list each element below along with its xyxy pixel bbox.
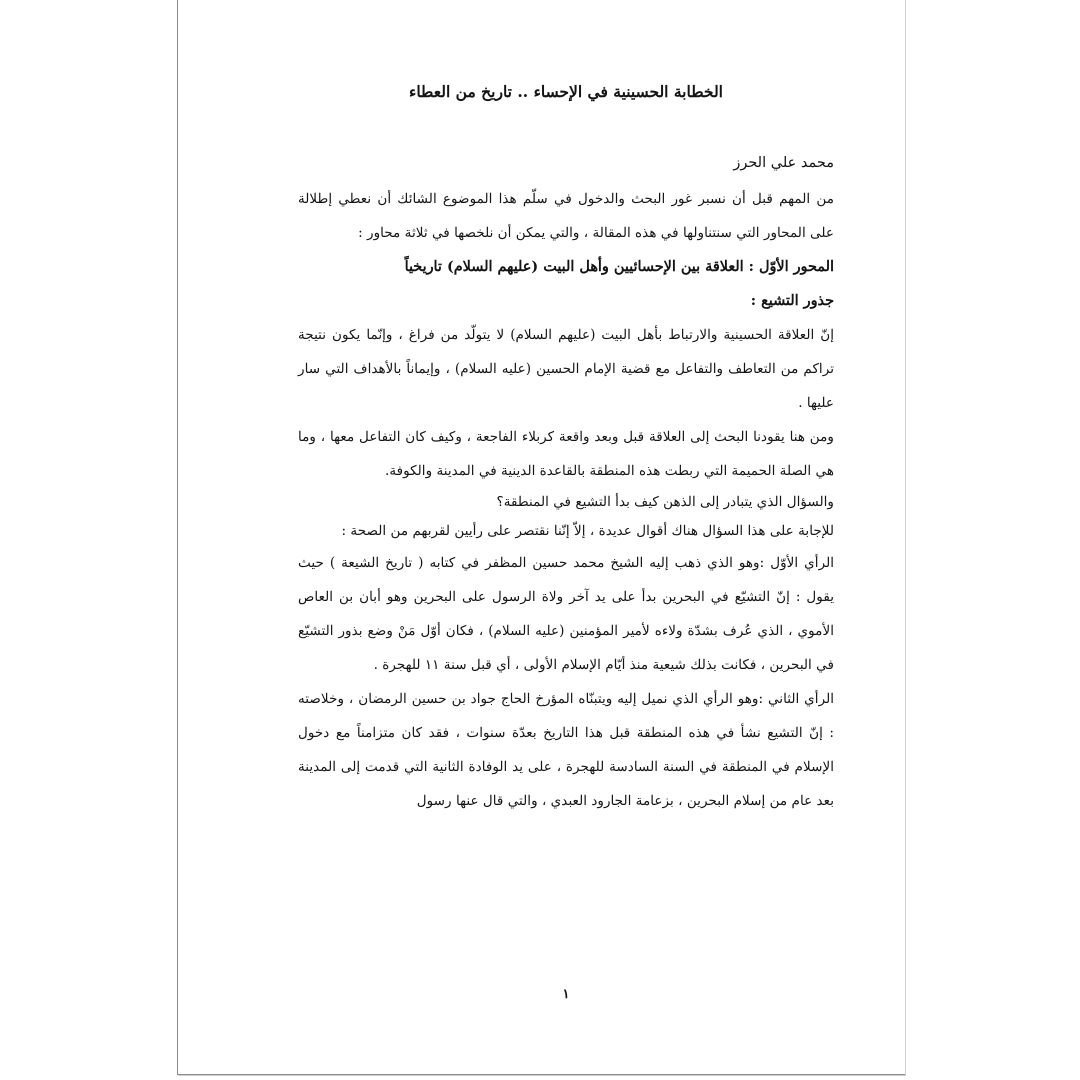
body-paragraph: إنّ العلاقة الحسينية والارتباط بأهل البيت (عليهم السلام) لا يتولّد من فراغ ، وإنّما يكون نتيجة تراكم من التعاطف والتفاعل مع قضية الإمام الحسين (عليه السلام) ، وإيماناً بالأهداف التي سار عليها . <box>298 327 834 411</box>
first-opinion-paragraph: الرأي الأوّل :وهو الذي ذهب إليه الشيخ محمد حسين المظفر في كتابه ( تاريخ الشيعة ) حيث يقول : إنّ التشيّع في البحرين بدأ على يد آخر ولاة الرسول على البحرين وهو أبان بن العاص الأموي ، الذي عُرف بشدّة ولاءه لأمير المؤمنين (عليه السلام) ، فكان أوّل مَنْ وضع بذور التشيّع في البحرين ، فكانت بذلك شيعية منذ أيّام الإسلام الأولى ، أي قبل سنة ١١ للهجرة . <box>298 555 834 673</box>
document-title: الخطابة الحسينية في الإحساء .. تاريخ من العطاء <box>409 82 723 101</box>
answer-intro-paragraph: للإجابة على هذا السؤال هناك أقوال عديدة ، إلاّ إنّنا نقتصر على رأيين لقربهم من الصحة : <box>341 523 834 539</box>
intro-paragraph: من المهم قبل أن نسبر غور البحث والدخول في سلّم هذا الموضوع الشائك أن نعطي إطلالة على المحاور التي سنتناولها في هذه المقالة ، والتي يمكن أن نلخصها في ثلاثة محاور : <box>298 191 834 241</box>
body-paragraph: ومن هنا يقودنا البحث إلى العلاقة قبل وبعد واقعة كربلاء الفاجعة ، وكيف كان التفاعل معها ، وما هي الصلة الحميمة التي ربطت هذه المنطقة بالقاعدة الدينية في المدينة والكوفة. <box>298 429 834 479</box>
author-name: محمد علي الحرز <box>733 155 834 171</box>
second-opinion-paragraph: الرأي الثاني :وهو الرأي الذي نميل إليه ويتبنّاه المؤرخ الحاج جواد بن حسين الرمضان ، وخلاصته : إنّ التشيع نشأ في هذه المنطقة قبل هذا التاريخ بعدّة سنوات ، فقد كان متزامناً مع دخول الإسلام في المنطقة في السنة السادسة للهجرة ، على يد الوفادة الثانية التي قدمت إلى المدينة بعد عام من إسلام البحرين ، بزعامة الجارود العبدي ، والتي قال عنها رسول <box>298 691 834 809</box>
page-number: ١ <box>562 987 570 1002</box>
document-page <box>177 0 905 1075</box>
section-heading-axis-one: المحور الأوّل : العلاقة بين الإحسائيين وأهل البيت (عليهم السلام) تاريخياً <box>404 258 834 275</box>
subheading-roots-of-shiism: جذور التشيع : <box>750 292 834 309</box>
document-body <box>298 182 834 818</box>
question-paragraph: والسؤال الذي يتبادر إلى الذهن كيف بدأ التشيع في المنطقة؟ <box>496 494 834 510</box>
